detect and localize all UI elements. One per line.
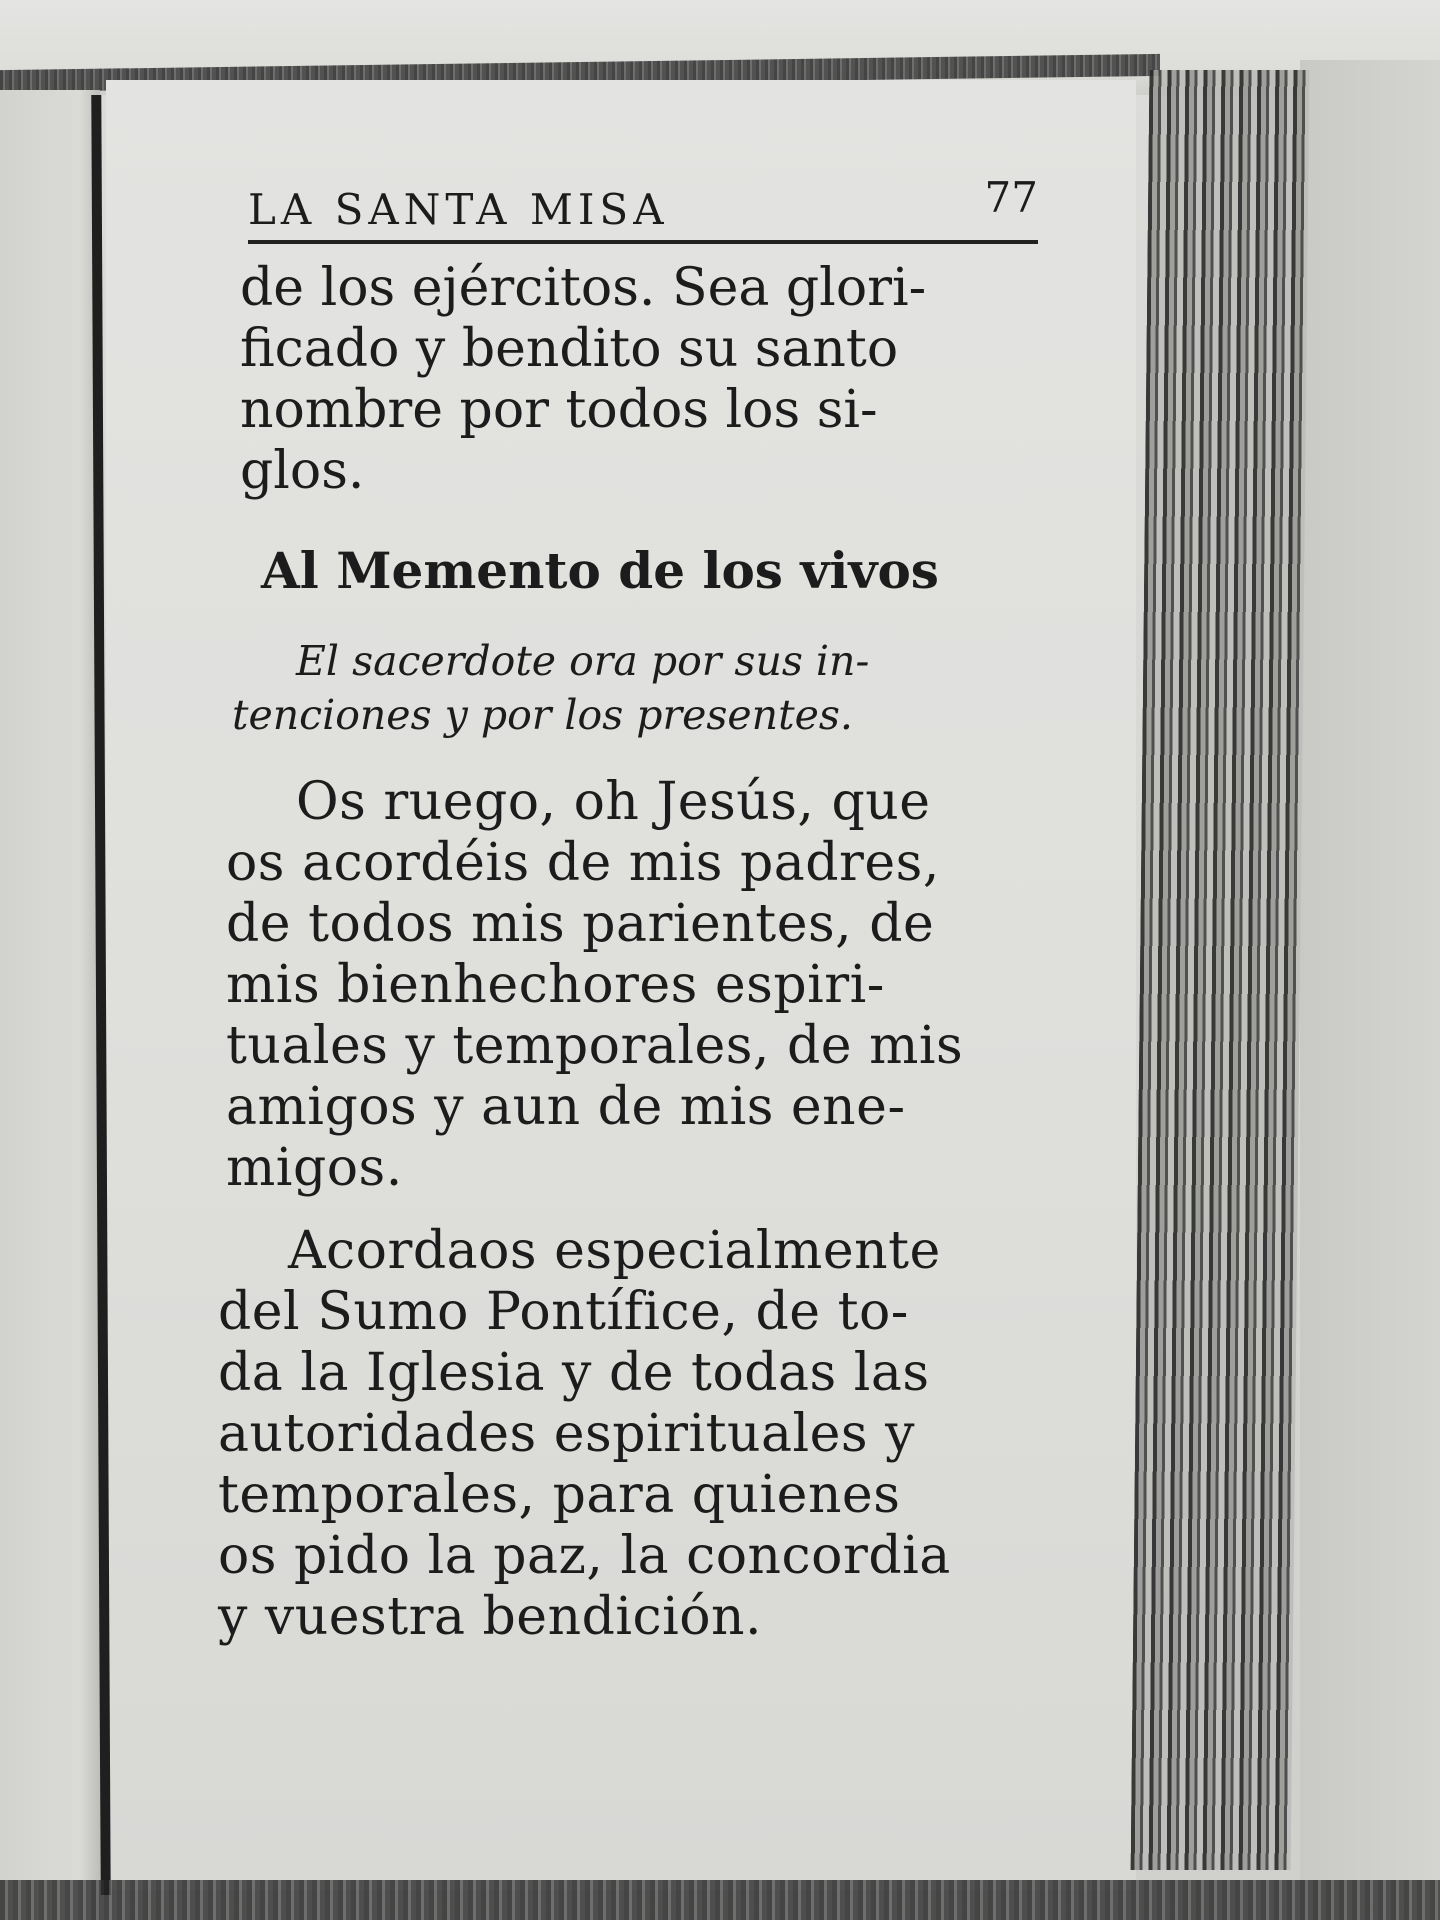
text-line: Os ruego, oh Jesús, que	[296, 772, 931, 832]
text-line: amigos y aun de mis ene-	[226, 1077, 906, 1137]
running-title: LA SANTA MISA	[248, 185, 669, 234]
background-right	[1300, 60, 1440, 1920]
text-line: ficado y bendito su santo	[240, 319, 899, 379]
text-line: Acordaos especialmente	[288, 1221, 941, 1281]
text-line: tuales y temporales, de mis	[226, 1016, 964, 1076]
page-number: 77	[984, 173, 1038, 222]
bottom-page-edge	[0, 1880, 1440, 1920]
rubric-line: tenciones y por los presentes.	[232, 691, 853, 739]
rubric-line: El sacerdote ora por sus in-	[296, 637, 870, 685]
page-text	[216, 170, 1038, 1648]
text-line: de todos mis parientes, de	[226, 894, 935, 954]
paragraph-1	[240, 258, 1030, 502]
text-line: mis bienhechores espiri-	[226, 955, 885, 1015]
text-line: glos.	[240, 441, 365, 501]
text-line: da la Iglesia y de todas las	[218, 1343, 930, 1403]
text-line: temporales, para quienes	[218, 1465, 901, 1525]
section-heading: Al Memento de los vivos	[261, 541, 939, 600]
running-head	[248, 170, 1038, 244]
text-line: migos.	[226, 1138, 403, 1198]
paragraph-3	[218, 1221, 1048, 1648]
page-stack-edges	[1131, 70, 1310, 1870]
text-line: del Sumo Pontífice, de to-	[218, 1282, 909, 1342]
paragraph-2	[226, 772, 1046, 1199]
rubric	[232, 634, 1052, 742]
left-page-sliver	[0, 90, 100, 1920]
text-line: de los ejércitos. Sea glori-	[240, 258, 927, 318]
text-line: y vuestra bendición.	[218, 1587, 763, 1647]
text-line: autoridades espirituales y	[218, 1404, 915, 1464]
text-line: os pido la paz, la concordia	[218, 1526, 951, 1586]
text-line: nombre por todos los si-	[240, 380, 878, 440]
text-line: os acordéis de mis padres,	[226, 833, 940, 893]
